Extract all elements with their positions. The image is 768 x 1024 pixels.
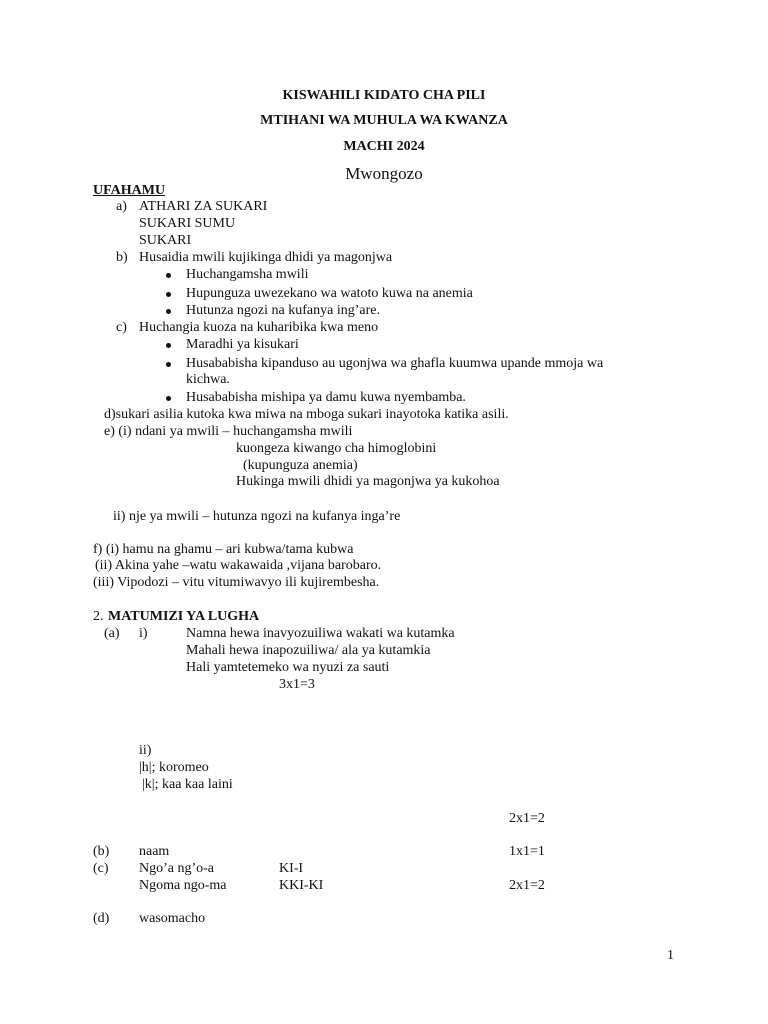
item-f-iii: (iii) Vipodozi – vitu vitumiwavyo ili kujirembesha. [93,575,380,590]
item-b-text: Husaidia mwili kujikinga dhidi ya magonjwa [139,250,393,265]
q-label-a: (a) [104,626,120,641]
section-number-2: 2. [93,609,104,624]
item-e-ii: ii) nje ya mwili – hutunza ngozi na kufanya inga’re [113,509,401,524]
q-a-i-line1: Namna hewa inavyozuiliwa wakati wa kutamka [186,626,455,641]
q-c-marks: 2x1=2 [509,878,545,893]
section-heading-lugha: MATUMIZI YA LUGHA [108,609,260,624]
bullet-icon [166,292,171,297]
item-a-line1: ATHARI ZA SUKARI [139,199,268,214]
q-a-ii-label: ii) [139,743,152,758]
bullet-icon [166,362,171,367]
item-e-line3: (kupunguza anemia) [243,458,358,473]
bullet-icon [166,309,171,314]
item-e-line1: e) (i) ndani ya mwili – huchangamsha mwili [104,424,353,439]
item-f-ii: (ii) Akina yahe –watu wakawaida ,vijana barobaro. [95,558,382,573]
item-c-bullet2-cont: kichwa. [186,372,230,387]
q-c-row2-pattern: KKI-KI [279,878,324,893]
item-d-text: d)sukari asilia kutoka kwa miwa na mboga sukari inayotoka katika asili. [104,407,509,422]
document-title: Mwongozo [345,164,423,183]
q-c-row2-word: Ngoma ngo-ma [139,878,227,893]
q-label-b: (b) [93,844,110,859]
item-c-bullet3: Husababisha mishipa ya damu kuwa nyembamba. [186,390,466,405]
q-c-row1-word: Ngo’a ng’o-a [139,861,215,876]
item-c-bullet1: Maradhi ya kisukari [186,337,299,352]
section-heading-ufahamu: UFAHAMU [93,183,166,198]
q-label-d: (d) [93,911,110,926]
item-e-line2: kuongeza kiwango cha himoglobini [236,441,437,456]
item-label-a: a) [116,199,127,214]
q-d-text: wasomacho [139,911,206,926]
q-a-ii-line1: |h|; koromeo [139,760,209,775]
item-b-bullet1: Huchangamsha mwili [186,267,309,282]
item-a-line2: SUKARI SUMU [139,216,236,231]
q-c-row1-pattern: KI-I [279,861,304,876]
item-c-bullet2: Husababisha kipanduso au ugonjwa wa ghafla kuumwa upande mmoja wa [186,356,604,371]
q-a-i-label: i) [139,626,148,641]
bullet-icon [166,396,171,401]
exam-title-line2: MTIHANI WA MUHULA WA KWANZA [260,113,508,128]
exam-date: MACHI 2024 [343,139,425,154]
exam-title-line1: KISWAHILI KIDATO CHA PILI [282,88,486,103]
q-label-c: (c) [93,861,109,876]
q-b-marks: 1x1=1 [509,844,545,859]
item-e-line4: Hukinga mwili dhidi ya magonjwa ya kukohoa [236,474,500,489]
item-c-text: Huchangia kuoza na kuharibika kwa meno [139,320,379,335]
item-label-b: b) [116,250,128,265]
q-a-ii-line2: |k|; kaa kaa laini [142,777,233,792]
item-f-i: f) (i) hamu na ghamu – ari kubwa/tama kubwa [93,542,354,557]
page-number: 1 [667,948,674,963]
q-a-i-line3: Hali yamtetemeko wa nyuzi za sauti [186,660,390,675]
bullet-icon [166,273,171,278]
q-a-ii-marks: 2x1=2 [509,811,545,826]
bullet-icon [166,343,171,348]
q-a-i-marks: 3x1=3 [279,677,315,692]
item-a-line3: SUKARI [139,233,192,248]
item-label-c: c) [116,320,127,335]
item-b-bullet2: Hupunguza uwezekano wa watoto kuwa na anemia [186,286,473,301]
item-b-bullet3: Hutunza ngozi na kufanya ing’are. [186,303,380,318]
q-b-text: naam [139,844,170,859]
q-a-i-line2: Mahali hewa inapozuiliwa/ ala ya kutamkia [186,643,431,658]
